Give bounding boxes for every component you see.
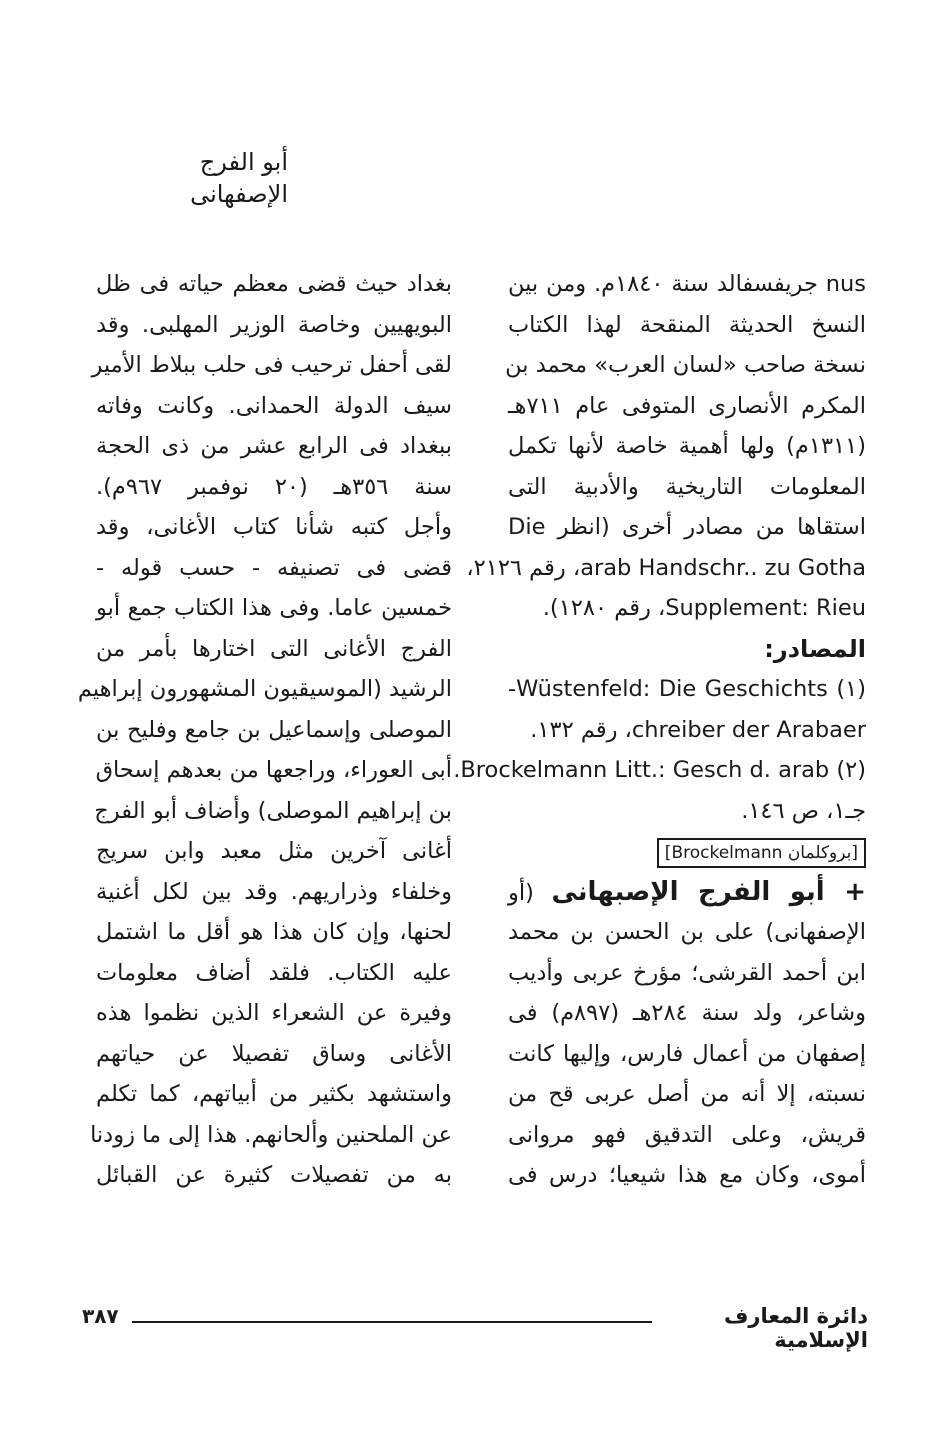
- text-line: بن إبراهيم الموصلى) وأضاف أبو الفرج: [94, 797, 452, 824]
- text-line: عليه الكتاب. فلقد أضاف معلومات: [96, 959, 452, 986]
- text-line: وشاعر، ولد سنة ٢٨٤هـ (٨٩٧م) فى: [508, 1000, 867, 1026]
- text-line: ابن أحمد القرشى؛ مؤرخ عربى وأديب: [508, 959, 866, 986]
- entry-heading-line: [508, 872, 866, 913]
- text-line: وأجل كتبه شأنا كتاب الأغانى، وقد: [96, 514, 452, 540]
- text-line: البويهيين وخاصة الوزير المهلبى. وقد: [96, 311, 452, 338]
- footer-rule: [132, 1321, 652, 1323]
- text-line: إصفهان من أعمال فارس، وإليها كانت: [508, 1040, 866, 1067]
- text-line: واستشهد بكثير من أبياتهم، كما تكلم: [96, 1081, 452, 1107]
- text-line: خمسين عاما. وفى هذا الكتاب جمع أبو: [96, 595, 452, 621]
- text-line: بغداد حيث قضى معظم حياته فى ظل: [96, 271, 452, 297]
- text-line: الأغانى وساق تفصيلا عن حياتهم: [96, 1040, 452, 1067]
- source-item: chreiber der Arabaer، رقم ١٣٢.: [530, 716, 866, 743]
- entry-title-continuation: (أو: [508, 879, 534, 906]
- page-number: ٣٨٧: [82, 1304, 119, 1328]
- text-line: قريش، وعلى التدقيق فهو مروانى: [508, 1121, 866, 1148]
- text-line: الرشيد (الموسيقيون المشهورون إبراهيم: [77, 676, 452, 702]
- text-line: الموصلى وإسماعيل بن جامع وفليح بن: [96, 716, 452, 743]
- sources-heading: المصادر:: [764, 634, 866, 663]
- author-tag: [بروكلمان Brockelmann]: [657, 838, 866, 868]
- text-line: استقاها من مصادر أخرى (انظر Die: [508, 514, 866, 540]
- text-line: nus جريفسفالد سنة ١٨٤٠م. ومن بين: [508, 271, 866, 297]
- source-item: (١) Wüstenfeld: Die Geschichts-: [508, 676, 866, 702]
- text-line: النسخ الحديثة المنقحة لهذا الكتاب: [508, 311, 866, 338]
- text-line: أغانى آخرين مثل معبد وابن سريج: [96, 838, 452, 864]
- text-line: عن الملحنين وألحانهم. هذا إلى ما زودنا: [90, 1121, 452, 1148]
- source-item: جـ١، ص ١٤٦.: [741, 797, 866, 824]
- text-line: Supplement: Rieu، رقم ١٢٨٠).: [542, 595, 866, 621]
- text-line: المعلومات التاريخية والأدبية التى: [508, 473, 866, 500]
- text-line: وخلفاء وذراريهم. وقد بين لكل أغنية: [96, 878, 452, 905]
- text-line: قضى فى تصنيفه - حسب قوله -: [96, 554, 452, 581]
- text-line: به من تفصيلات كثيرة عن القبائل: [96, 1162, 452, 1188]
- running-header: أبو الفرج الإصفهانى: [190, 148, 288, 208]
- text-line: وفيرة عن الشعراء الذين نظموا هذه: [96, 1000, 452, 1026]
- text-line: أموى، وكان مع هذا شيعيا؛ درس فى: [508, 1162, 866, 1188]
- text-line: الإصفهانى) على بن الحسن بن محمد: [508, 919, 866, 945]
- publication-title: دائرة المعارف الإسلامية: [723, 1304, 868, 1352]
- left-column: [77, 264, 452, 1196]
- source-item: (٢) Brockelmann Litt.: Gesch d. arab.: [453, 757, 866, 783]
- text-line: نسخة صاحب «لسان العرب» محمد بن: [505, 352, 866, 378]
- text-line: أبى العوراء، وراجعها من بعدهم إسحاق: [95, 757, 452, 783]
- entry-title: + أبو الفرج الإصبهانى: [551, 876, 866, 907]
- text-line: نسبته، إلا أنه من أصل عربى قح من: [508, 1081, 866, 1107]
- text-line: (١٣١١م) ولها أهمية خاصة لأنها تكمل: [508, 433, 866, 459]
- text-line: الفرج الأغانى التى اختارها بأمر من: [96, 635, 452, 662]
- text-line: سيف الدولة الحمدانى. وكانت وفاته: [96, 392, 452, 419]
- text-line: سنة ٣٥٦هـ (٢٠ نوفمبر ٩٦٧م).: [96, 473, 452, 500]
- text-line: لقى أحفل ترحيب فى حلب ببلاط الأمير: [91, 352, 452, 378]
- author-tag-line: [508, 831, 866, 872]
- text-line: ببغداد فى الرابع عشر من ذى الحجة: [96, 433, 452, 459]
- text-line: arab Handschr.. zu Gotha، رقم ٢١٢٦،: [466, 554, 866, 581]
- text-line: لحنها، وإن كان هذا هو أقل ما اشتمل: [96, 919, 452, 945]
- text-line: المكرم الأنصارى المتوفى عام ٧١١هـ: [508, 392, 866, 419]
- right-column: [453, 264, 867, 1196]
